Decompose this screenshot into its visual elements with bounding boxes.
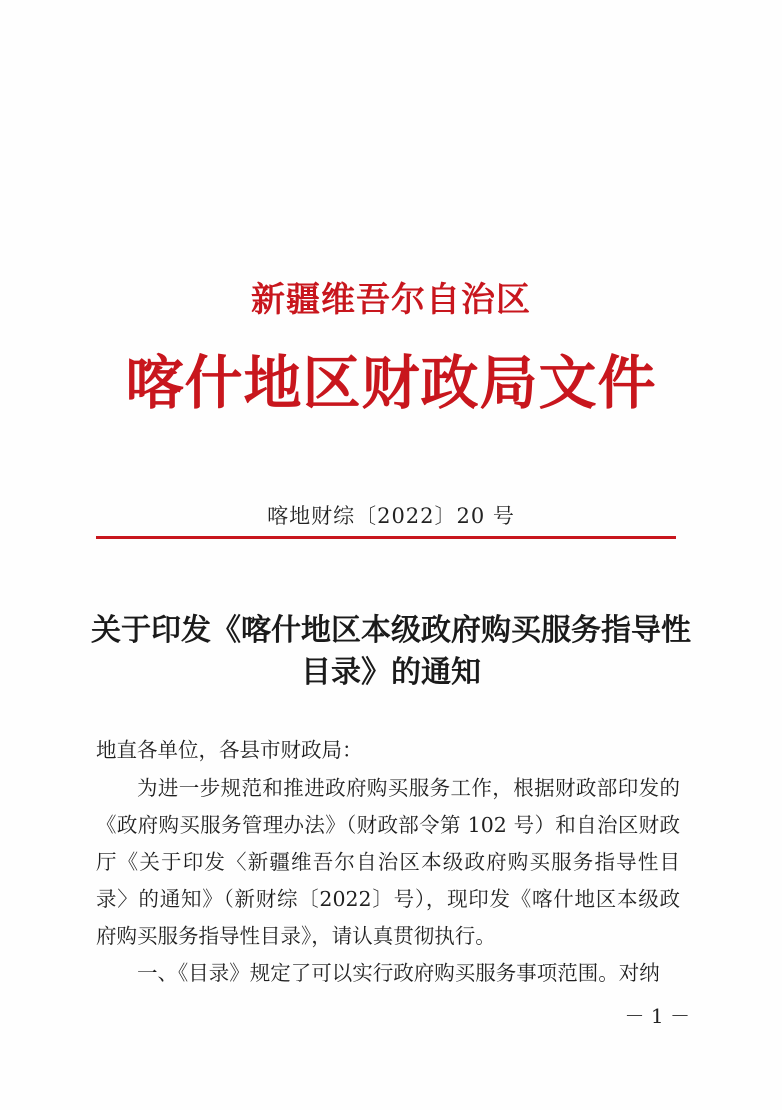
salutation: 地直各单位，各县市财政局： [96, 738, 363, 762]
notice-title-line1: 关于印发《喀什地区本级政府购买服务指导性 [91, 613, 691, 648]
issuer-region: 新疆维吾尔自治区 [251, 280, 531, 320]
notice-title [70, 610, 712, 694]
issuer-title: 喀什地区财政局文件 [125, 349, 657, 417]
notice-title-line2: 目录》的通知 [301, 655, 481, 690]
page-number: － 1 － [624, 1004, 690, 1028]
red-divider-line [96, 536, 676, 539]
body-paragraph-2: 一、《目录》规定了可以实行政府购买服务事项范围。对纳 [137, 961, 660, 985]
document-number: 喀地财综〔2022〕20 号 [267, 504, 515, 528]
body-paragraph-1: 为进一步规范和推进政府购买服务工作，根据财政部印发的《政府购买服务管理办法》（财政部令第 102 号）和自治区财政厅《关于印发〈新疆维吾尔自治区本级政府购买服务指导性目录〉的通知》（新财综〔2022〕号），现印发《喀什地区本级政府购买服务指导性目录》，请认真贯彻执行。 [96, 776, 680, 948]
